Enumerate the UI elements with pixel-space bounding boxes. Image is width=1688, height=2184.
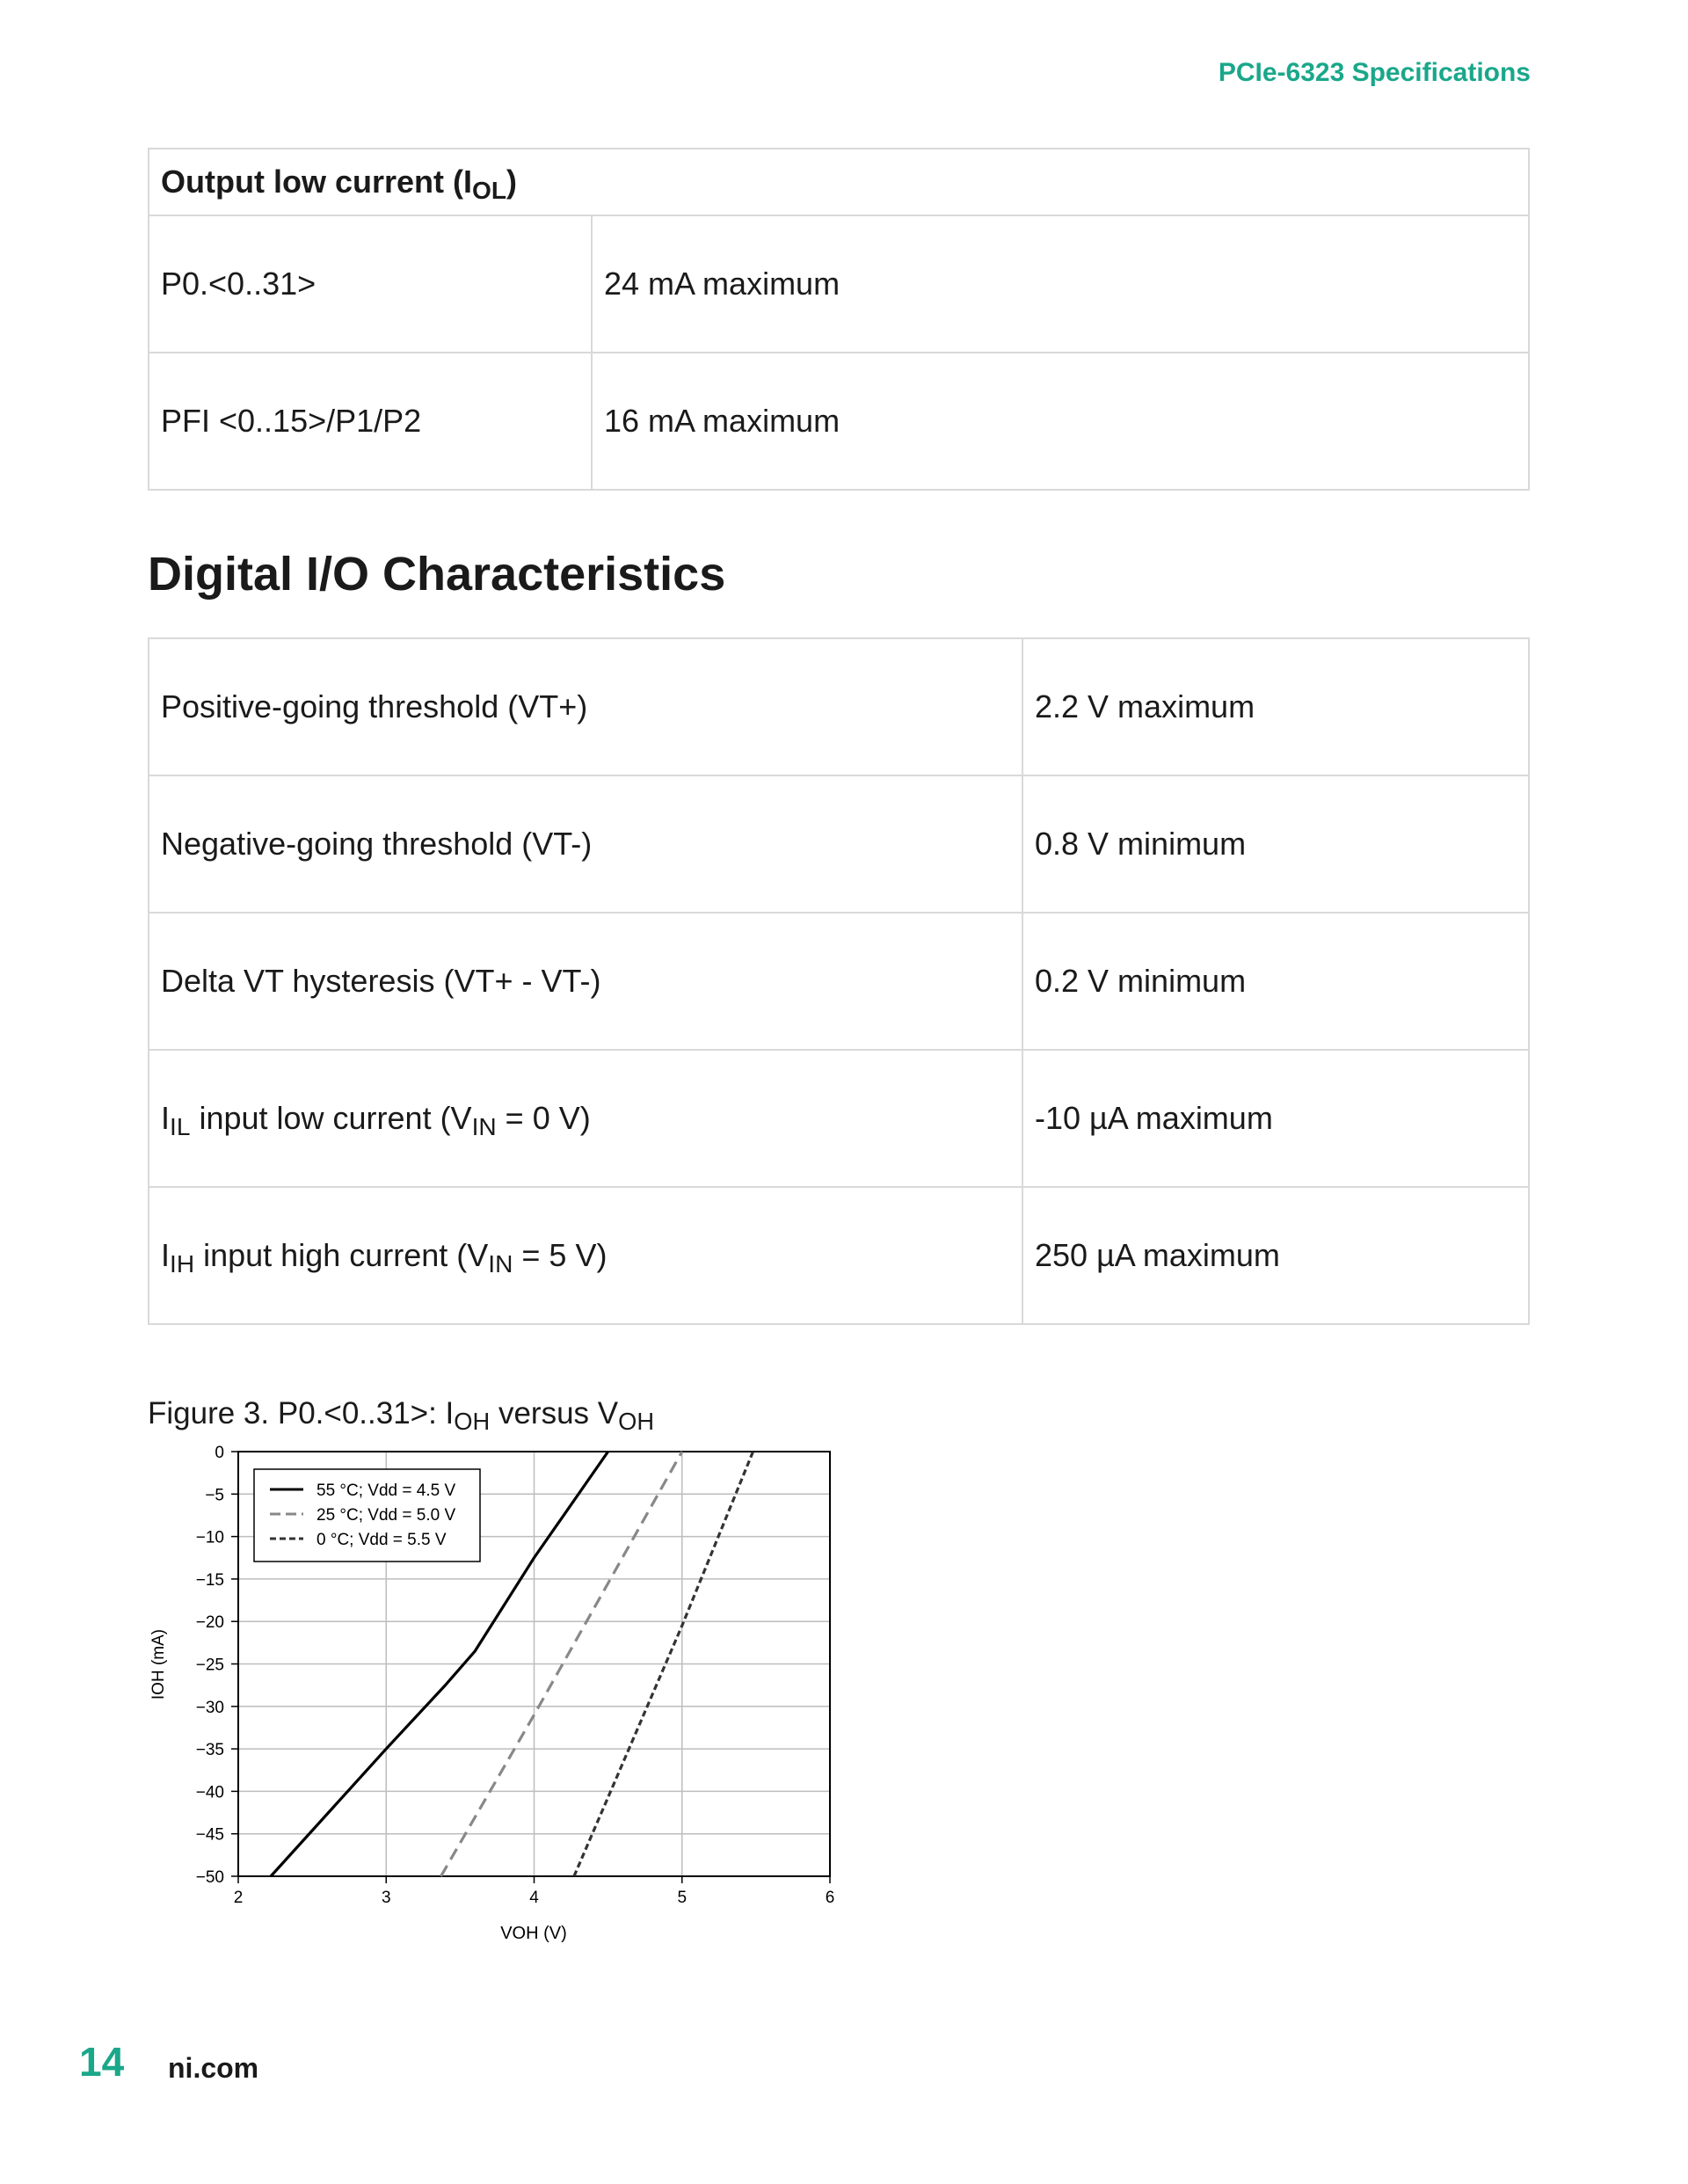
x-tick-label: 3 — [381, 1889, 391, 1907]
y-tick-label: −15 — [195, 1570, 224, 1590]
x-axis-label: VOH (V) — [500, 1924, 567, 1943]
spec-label: Positive-going threshold (VT+) — [149, 638, 1022, 775]
y-tick-label: −25 — [195, 1656, 224, 1675]
spec-label: P0.<0..31> — [149, 215, 592, 353]
spec-label: Negative-going threshold (VT-) — [149, 775, 1022, 913]
y-tick-label: −45 — [195, 1825, 224, 1845]
legend-label: 55 °C; Vdd = 4.5 V — [316, 1481, 456, 1500]
page-header-title: PCIe-6323 Specifications — [1218, 58, 1531, 87]
x-tick-label: 2 — [233, 1889, 244, 1907]
spec-label: $I_{IH}$ input high current ($V_{IN} = 5$ V) — [149, 1187, 1022, 1324]
legend-label: 0 °C; Vdd = 5.5 V — [316, 1531, 447, 1549]
spec-value: 250 µA maximum — [1022, 1187, 1529, 1324]
chart-legend — [254, 1469, 480, 1562]
spec-value: 0.8 V minimum — [1022, 775, 1529, 913]
y-tick-label: −50 — [195, 1868, 224, 1887]
page-number: 14 — [79, 2039, 125, 2085]
y-tick-label: −40 — [195, 1783, 224, 1802]
y-tick-label: −30 — [195, 1698, 224, 1717]
spec-label: Delta VT hysteresis (VT+ - VT-) — [149, 913, 1022, 1050]
spec-value: 24 mA maximum — [592, 215, 1529, 353]
figure-caption: Figure 3. P0.<0..31>: $I_{OH}$ versus $V_{OH}$ — [148, 1396, 655, 1435]
x-tick-label: 6 — [825, 1889, 835, 1907]
legend-label: 25 °C; Vdd = 5.0 V — [316, 1506, 456, 1525]
y-tick-label: −35 — [195, 1741, 224, 1760]
spec-value: 2.2 V maximum — [1022, 638, 1529, 775]
x-tick-label: 4 — [529, 1889, 539, 1907]
spec-value: -10 µA maximum — [1022, 1050, 1529, 1187]
spec-value: 16 mA maximum — [592, 353, 1529, 490]
y-tick-label: 0 — [215, 1444, 224, 1462]
y-tick-label: −20 — [195, 1613, 224, 1633]
y-tick-label: −5 — [205, 1486, 224, 1505]
section-heading: Digital I/O Characteristics — [148, 548, 726, 601]
spec-label: $I_{IL}$ input low current ($V_{IN} = 0$ V) — [149, 1050, 1022, 1187]
y-axis-label: IOH (mA) — [149, 1628, 168, 1700]
footer-site: ni.com — [168, 2052, 259, 2084]
spec-value: 0.2 V minimum — [1022, 913, 1529, 1050]
spec-label: PFI <0..15>/P1/P2 — [149, 353, 592, 490]
y-tick-label: −10 — [195, 1528, 224, 1547]
table-title-cell: Output low current $(I_{OL})$ — [149, 149, 1529, 215]
x-tick-label: 5 — [677, 1889, 688, 1907]
